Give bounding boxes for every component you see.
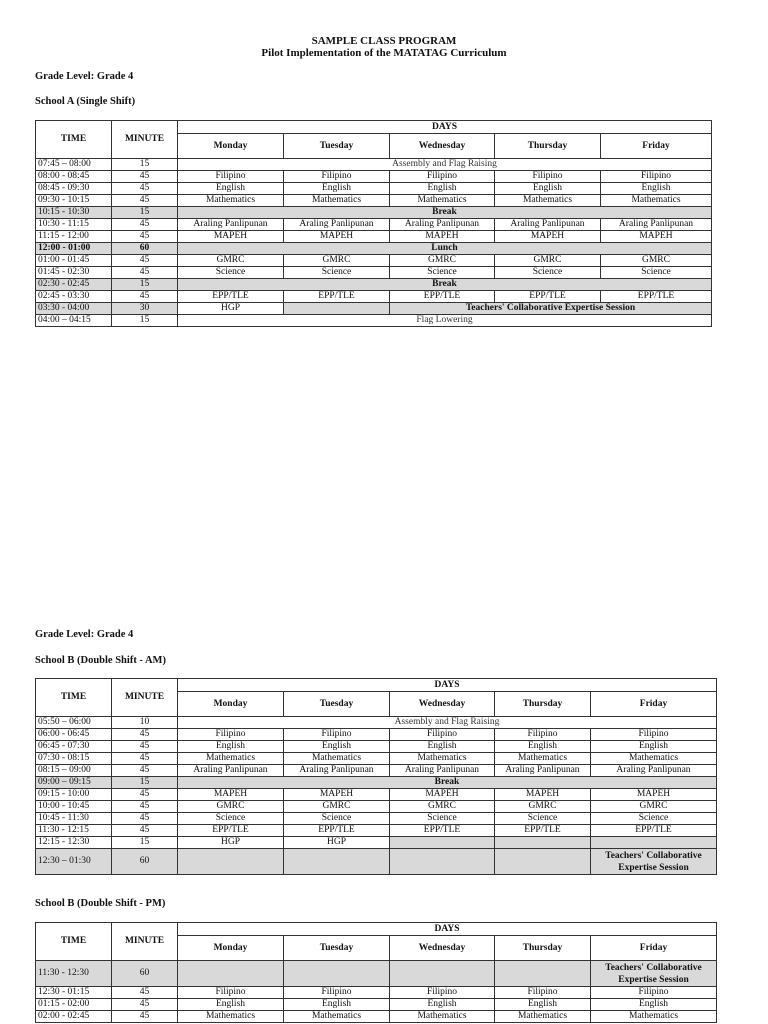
school-b-am-label: School B (Double Shift - AM) bbox=[35, 655, 166, 666]
span-cell: Flag Lowering bbox=[178, 315, 712, 327]
subject-cell: MAPEH bbox=[178, 789, 284, 801]
table-row bbox=[36, 753, 717, 765]
table-row bbox=[36, 195, 712, 207]
span-cell: Break bbox=[178, 777, 717, 789]
table-row bbox=[36, 243, 712, 255]
days-header: DAYS bbox=[178, 121, 712, 134]
table-row bbox=[36, 1011, 717, 1023]
subject-cell: English bbox=[591, 741, 717, 753]
subject-cell: English bbox=[601, 183, 712, 195]
day-header-tuesday: Tuesday bbox=[284, 692, 390, 717]
empty-cell bbox=[591, 837, 717, 849]
subject-cell: HGP bbox=[284, 837, 390, 849]
subject-cell: English bbox=[284, 741, 390, 753]
time-cell: 01:15 - 02:00 bbox=[36, 999, 112, 1011]
table-row bbox=[36, 789, 717, 801]
time-cell: 04:00 – 04:15 bbox=[36, 315, 112, 327]
minute-cell: 45 bbox=[112, 753, 178, 765]
subject-cell: GMRC bbox=[601, 255, 712, 267]
minute-header: MINUTE bbox=[112, 121, 178, 159]
time-cell: 09:15 - 10:00 bbox=[36, 789, 112, 801]
subject-cell: EPP/TLE bbox=[495, 825, 591, 837]
subject-cell: Araling Panlipunan bbox=[390, 765, 495, 777]
subject-cell: Mathematics bbox=[284, 1011, 390, 1023]
subject-cell: Filipino bbox=[591, 987, 717, 999]
time-cell: 12:00 - 01:00 bbox=[36, 243, 112, 255]
time-cell: 10:45 - 11:30 bbox=[36, 813, 112, 825]
span-cell: Assembly and Flag Raising bbox=[178, 159, 712, 171]
table-row bbox=[36, 717, 717, 729]
subject-cell: Mathematics bbox=[495, 753, 591, 765]
day-header-thursday: Thursday bbox=[495, 134, 601, 159]
empty-cell bbox=[284, 849, 390, 875]
table-row bbox=[36, 255, 712, 267]
minute-cell: 45 bbox=[112, 987, 178, 999]
time-cell: 08:00 - 08:45 bbox=[36, 171, 112, 183]
grade-level-a: Grade Level: Grade 4 bbox=[35, 71, 134, 82]
subject-cell: Mathematics bbox=[390, 1011, 495, 1023]
minute-cell: 15 bbox=[112, 777, 178, 789]
span-cell: Lunch bbox=[178, 243, 712, 255]
table-row bbox=[36, 849, 717, 875]
empty-cell bbox=[495, 961, 591, 987]
subject-cell: EPP/TLE bbox=[390, 825, 495, 837]
subject-cell: English bbox=[495, 999, 591, 1011]
minute-header: MINUTE bbox=[112, 679, 178, 717]
time-cell: 11:30 - 12:30 bbox=[36, 961, 112, 987]
school-a-label: School A (Single Shift) bbox=[35, 96, 136, 107]
minute-cell: 45 bbox=[112, 183, 178, 195]
subject-cell: Filipino bbox=[390, 729, 495, 741]
time-cell: 02:45 - 03:30 bbox=[36, 291, 112, 303]
minute-cell: 45 bbox=[112, 765, 178, 777]
minute-cell: 45 bbox=[112, 267, 178, 279]
subject-cell: MAPEH bbox=[390, 231, 495, 243]
minute-cell: 45 bbox=[112, 1011, 178, 1023]
subject-cell: Filipino bbox=[591, 729, 717, 741]
time-cell: 10:00 - 10:45 bbox=[36, 801, 112, 813]
subject-cell: Filipino bbox=[284, 987, 390, 999]
minute-cell: 45 bbox=[112, 789, 178, 801]
header-row bbox=[36, 121, 712, 134]
subject-cell: Mathematics bbox=[591, 1011, 717, 1023]
table-row bbox=[36, 171, 712, 183]
subject-cell: English bbox=[178, 999, 284, 1011]
minute-cell: 45 bbox=[112, 219, 178, 231]
subject-cell: Filipino bbox=[495, 729, 591, 741]
day-header-friday: Friday bbox=[601, 134, 712, 159]
subject-cell: MAPEH bbox=[591, 789, 717, 801]
span-cell: Assembly and Flag Raising bbox=[178, 717, 717, 729]
minute-cell: 15 bbox=[112, 315, 178, 327]
subject-cell: GMRC bbox=[495, 801, 591, 813]
minute-cell: 60 bbox=[112, 849, 178, 875]
time-cell: 08:45 - 09:30 bbox=[36, 183, 112, 195]
time-cell: 12:15 - 12:30 bbox=[36, 837, 112, 849]
table-row bbox=[36, 279, 712, 291]
time-cell: 07:30 - 08:15 bbox=[36, 753, 112, 765]
subject-cell: Science bbox=[284, 267, 390, 279]
empty-cell bbox=[178, 961, 284, 987]
table-row bbox=[36, 813, 717, 825]
time-cell: 06:00 - 06:45 bbox=[36, 729, 112, 741]
subject-cell: English bbox=[495, 183, 601, 195]
table-row bbox=[36, 801, 717, 813]
time-cell: 02:00 - 02:45 bbox=[36, 1011, 112, 1023]
subject-cell: Filipino bbox=[178, 171, 284, 183]
subject-cell: EPP/TLE bbox=[601, 291, 712, 303]
subject-cell: GMRC bbox=[178, 801, 284, 813]
subject-cell: GMRC bbox=[591, 801, 717, 813]
time-cell: 09:30 - 10:15 bbox=[36, 195, 112, 207]
tces-cell: Teachers' Collaborative Expertise Session bbox=[390, 303, 712, 315]
minute-cell: 45 bbox=[112, 729, 178, 741]
days-header: DAYS bbox=[178, 923, 717, 936]
day-header-friday: Friday bbox=[591, 692, 717, 717]
subject-cell: MAPEH bbox=[390, 789, 495, 801]
school-b-pm-label: School B (Double Shift - PM) bbox=[35, 898, 166, 909]
subject-cell: GMRC bbox=[284, 255, 390, 267]
time-cell: 07:45 – 08:00 bbox=[36, 159, 112, 171]
subject-cell: Filipino bbox=[284, 729, 390, 741]
subject-cell: Filipino bbox=[601, 171, 712, 183]
days-header: DAYS bbox=[178, 679, 717, 692]
subject-cell: MAPEH bbox=[178, 231, 284, 243]
subject-cell: Filipino bbox=[178, 987, 284, 999]
time-cell: 08:15 – 09:00 bbox=[36, 765, 112, 777]
time-header: TIME bbox=[36, 121, 112, 159]
subject-cell: Mathematics bbox=[495, 1011, 591, 1023]
span-cell: Break bbox=[178, 279, 712, 291]
minute-cell: 45 bbox=[112, 801, 178, 813]
schedule-table-school-b-am bbox=[35, 678, 717, 875]
page-title: SAMPLE CLASS PROGRAM bbox=[311, 35, 457, 47]
minute-cell: 45 bbox=[112, 195, 178, 207]
subject-cell: English bbox=[284, 183, 390, 195]
minute-cell: 45 bbox=[112, 741, 178, 753]
subject-cell: Mathematics bbox=[601, 195, 712, 207]
subject-cell: Mathematics bbox=[178, 753, 284, 765]
subject-cell: GMRC bbox=[390, 801, 495, 813]
subject-cell: Mathematics bbox=[284, 195, 390, 207]
subject-cell: EPP/TLE bbox=[284, 291, 390, 303]
subject-cell: English bbox=[495, 741, 591, 753]
subject-cell: EPP/TLE bbox=[495, 291, 601, 303]
subject-cell: Araling Panlipunan bbox=[495, 219, 601, 231]
time-cell: 06:45 - 07:30 bbox=[36, 741, 112, 753]
table-row bbox=[36, 729, 717, 741]
minute-cell: 45 bbox=[112, 825, 178, 837]
subject-cell: Science bbox=[178, 813, 284, 825]
subject-cell: Science bbox=[591, 813, 717, 825]
schedule-table-school-b-pm bbox=[35, 922, 717, 1023]
time-cell: 01:00 - 01:45 bbox=[36, 255, 112, 267]
subject-cell: HGP bbox=[178, 837, 284, 849]
table-row bbox=[36, 741, 717, 753]
minute-cell: 60 bbox=[112, 961, 178, 987]
time-cell: 10:30 - 11:15 bbox=[36, 219, 112, 231]
subject-cell: Mathematics bbox=[495, 195, 601, 207]
empty-cell bbox=[495, 849, 591, 875]
table-row bbox=[36, 315, 712, 327]
header-row bbox=[36, 923, 717, 936]
subject-cell: EPP/TLE bbox=[284, 825, 390, 837]
minute-cell: 45 bbox=[112, 231, 178, 243]
subject-cell: Mathematics bbox=[284, 753, 390, 765]
table-row bbox=[36, 291, 712, 303]
empty-cell bbox=[390, 837, 495, 849]
subject-cell: Filipino bbox=[178, 729, 284, 741]
time-cell: 10:15 - 10:30 bbox=[36, 207, 112, 219]
day-header-monday: Monday bbox=[178, 936, 284, 961]
minute-cell: 45 bbox=[112, 813, 178, 825]
subject-cell: English bbox=[390, 183, 495, 195]
time-cell: 11:15 - 12:00 bbox=[36, 231, 112, 243]
table-row bbox=[36, 765, 717, 777]
day-header-monday: Monday bbox=[178, 692, 284, 717]
subject-cell: Science bbox=[601, 267, 712, 279]
subject-cell: GMRC bbox=[390, 255, 495, 267]
table-row bbox=[36, 207, 712, 219]
subject-cell: EPP/TLE bbox=[390, 291, 495, 303]
empty-cell bbox=[178, 849, 284, 875]
minute-cell: 45 bbox=[112, 291, 178, 303]
subject-cell: Mathematics bbox=[178, 195, 284, 207]
empty-cell bbox=[390, 849, 495, 875]
subject-cell: Araling Panlipunan bbox=[495, 765, 591, 777]
minute-cell: 45 bbox=[112, 999, 178, 1011]
empty-cell bbox=[284, 303, 390, 315]
subject-cell: Araling Panlipunan bbox=[601, 219, 712, 231]
subject-cell: MAPEH bbox=[495, 789, 591, 801]
subject-cell: English bbox=[390, 741, 495, 753]
minute-cell: 10 bbox=[112, 717, 178, 729]
day-header-tuesday: Tuesday bbox=[284, 936, 390, 961]
day-header-wednesday: Wednesday bbox=[390, 134, 495, 159]
time-cell: 01:45 - 02:30 bbox=[36, 267, 112, 279]
subject-cell: Filipino bbox=[284, 171, 390, 183]
time-cell: 03:30 - 04:00 bbox=[36, 303, 112, 315]
table-row bbox=[36, 303, 712, 315]
minute-cell: 15 bbox=[112, 159, 178, 171]
table-row bbox=[36, 825, 717, 837]
minute-cell: 15 bbox=[112, 837, 178, 849]
empty-cell bbox=[284, 961, 390, 987]
minute-cell: 60 bbox=[112, 243, 178, 255]
subject-cell: Araling Panlipunan bbox=[178, 765, 284, 777]
empty-cell bbox=[495, 837, 591, 849]
day-header-monday: Monday bbox=[178, 134, 284, 159]
time-header: TIME bbox=[36, 923, 112, 961]
time-cell: 05:50 – 06:00 bbox=[36, 717, 112, 729]
subject-cell: Filipino bbox=[495, 987, 591, 999]
subject-cell: EPP/TLE bbox=[178, 825, 284, 837]
subject-cell: English bbox=[178, 741, 284, 753]
minute-cell: 15 bbox=[112, 207, 178, 219]
subject-cell: English bbox=[591, 999, 717, 1011]
minute-header: MINUTE bbox=[112, 923, 178, 961]
subject-cell: GMRC bbox=[178, 255, 284, 267]
day-header-thursday: Thursday bbox=[495, 936, 591, 961]
subject-cell: Filipino bbox=[390, 987, 495, 999]
table-row bbox=[36, 231, 712, 243]
subject-cell: Science bbox=[495, 813, 591, 825]
grade-level-b: Grade Level: Grade 4 bbox=[35, 629, 134, 640]
time-cell: 12:30 – 01:30 bbox=[36, 849, 112, 875]
table-row bbox=[36, 999, 717, 1011]
subject-cell: EPP/TLE bbox=[591, 825, 717, 837]
table-row bbox=[36, 183, 712, 195]
day-header-tuesday: Tuesday bbox=[284, 134, 390, 159]
minute-cell: 45 bbox=[112, 171, 178, 183]
page-subtitle: Pilot Implementation of the MATATAG Curriculum bbox=[261, 47, 507, 59]
subject-cell: English bbox=[390, 999, 495, 1011]
minute-cell: 30 bbox=[112, 303, 178, 315]
tces-cell: Teachers' Collaborative Expertise Session bbox=[591, 849, 717, 875]
subject-cell: Mathematics bbox=[591, 753, 717, 765]
subject-cell: Mathematics bbox=[390, 753, 495, 765]
subject-cell: Araling Panlipunan bbox=[390, 219, 495, 231]
span-cell: Break bbox=[178, 207, 712, 219]
subject-cell: Science bbox=[390, 267, 495, 279]
subject-cell: Araling Panlipunan bbox=[591, 765, 717, 777]
table-row bbox=[36, 987, 717, 999]
minute-cell: 15 bbox=[112, 279, 178, 291]
subject-cell: MAPEH bbox=[495, 231, 601, 243]
subject-cell: Araling Panlipunan bbox=[284, 219, 390, 231]
subject-cell: English bbox=[178, 183, 284, 195]
subject-cell: Science bbox=[178, 267, 284, 279]
schedule-table-school-a bbox=[35, 120, 712, 327]
header-row bbox=[36, 679, 717, 692]
subject-cell: Science bbox=[495, 267, 601, 279]
minute-cell: 45 bbox=[112, 255, 178, 267]
table-row bbox=[36, 267, 712, 279]
subject-cell: MAPEH bbox=[601, 231, 712, 243]
table-row bbox=[36, 961, 717, 987]
day-header-wednesday: Wednesday bbox=[390, 936, 495, 961]
subject-cell: Filipino bbox=[495, 171, 601, 183]
subject-cell: English bbox=[284, 999, 390, 1011]
table-row bbox=[36, 159, 712, 171]
empty-cell bbox=[390, 961, 495, 987]
subject-cell: Araling Panlipunan bbox=[178, 219, 284, 231]
time-cell: 09:00 – 09:15 bbox=[36, 777, 112, 789]
subject-cell: Araling Panlipunan bbox=[284, 765, 390, 777]
subject-cell: GMRC bbox=[284, 801, 390, 813]
day-header-wednesday: Wednesday bbox=[390, 692, 495, 717]
subject-cell: Science bbox=[284, 813, 390, 825]
time-cell: 02:30 - 02:45 bbox=[36, 279, 112, 291]
subject-cell: Mathematics bbox=[178, 1011, 284, 1023]
time-cell: 12:30 - 01:15 bbox=[36, 987, 112, 999]
subject-cell: Mathematics bbox=[390, 195, 495, 207]
table-row bbox=[36, 219, 712, 231]
day-header-thursday: Thursday bbox=[495, 692, 591, 717]
table-row bbox=[36, 777, 717, 789]
subject-cell: MAPEH bbox=[284, 231, 390, 243]
subject-cell: GMRC bbox=[495, 255, 601, 267]
subject-cell: HGP bbox=[178, 303, 284, 315]
subject-cell: Filipino bbox=[390, 171, 495, 183]
subject-cell: Science bbox=[390, 813, 495, 825]
table-row bbox=[36, 837, 717, 849]
subject-cell: EPP/TLE bbox=[178, 291, 284, 303]
time-cell: 11:30 - 12:15 bbox=[36, 825, 112, 837]
day-header-friday: Friday bbox=[591, 936, 717, 961]
time-header: TIME bbox=[36, 679, 112, 717]
tces-cell: Teachers' Collaborative Expertise Session bbox=[591, 961, 717, 987]
subject-cell: MAPEH bbox=[284, 789, 390, 801]
